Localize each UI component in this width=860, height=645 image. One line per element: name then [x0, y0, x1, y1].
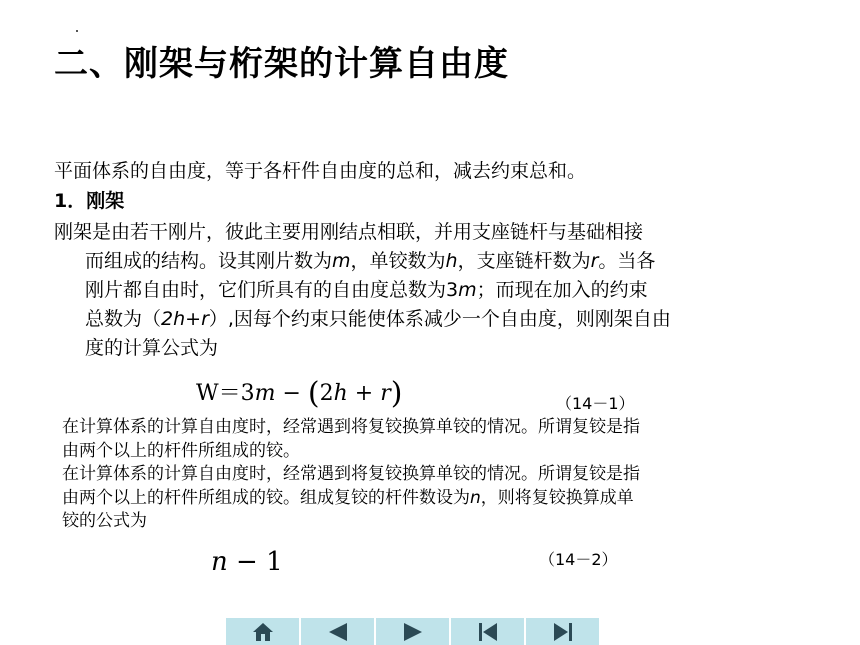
intro-text: 平面体系的自由度，等于各杆件自由度的总和，减去约束总和。	[54, 160, 587, 182]
var-m: m	[332, 250, 351, 272]
para-line: 度的计算公式为	[85, 337, 219, 359]
text: 而组成的结构。设其刚片数为	[85, 250, 333, 272]
para-line: 在计算体系的计算自由度时，经常遇到将复铰换算单铰的情况。所谓复铰是指	[62, 464, 640, 484]
triangle-left-icon	[327, 622, 349, 642]
formula-var-n: n	[211, 547, 228, 577]
section-heading-frame: 1．刚架	[54, 190, 125, 212]
text: 由两个以上的杆件所组成的铰。组成复铰的杆件数设为	[62, 487, 470, 508]
formula-rest: − 1	[227, 547, 283, 577]
formula-14-2	[211, 547, 283, 577]
page-title: 二、刚架与桁架的计算自由度	[54, 44, 509, 84]
text: ；而现在加入的约束	[476, 279, 648, 301]
para-line: 由两个以上的杆件所组成的铰。	[62, 440, 300, 461]
formula-two: 2	[319, 381, 334, 406]
expr-2h-plus-r: 2h+r	[161, 308, 209, 330]
para-line	[54, 276, 814, 305]
formula-lparen: (	[307, 376, 320, 411]
para-line: 在计算体系的计算自由度时，经常遇到将复铰换算单铰的情况。所谓复铰是指	[62, 417, 640, 437]
next-slide-button[interactable]	[376, 618, 451, 645]
first-slide-button[interactable]	[451, 618, 526, 645]
formula-var-h: h	[333, 381, 348, 406]
text: ，支座链杆数为	[457, 250, 591, 272]
skip-first-icon	[477, 622, 499, 642]
para-line: 刚架是由若干刚片，彼此主要用刚结点相联，并用支座链杆与基础相接	[54, 221, 644, 243]
formula-14-1	[196, 376, 402, 411]
text: ，单铰数为	[350, 250, 446, 272]
home-button[interactable]	[226, 618, 301, 645]
para-line	[54, 247, 814, 276]
skip-last-icon	[552, 622, 574, 642]
var-n: n	[470, 487, 481, 508]
para-line	[54, 305, 814, 334]
hinge-paragraph	[62, 416, 822, 534]
text: ）,因每个约束只能使体系减少一个自由度，则刚架自由	[208, 308, 671, 330]
para-line: 铰的公式为	[62, 511, 147, 531]
equation-number-14-1: （14－1）	[556, 394, 635, 413]
last-slide-button[interactable]	[526, 618, 599, 645]
text: ，则将复铰换算成单	[480, 487, 634, 508]
text: 刚片都自由时，它们所具有的自由度总数为3	[85, 279, 459, 301]
formula-rparen: )	[390, 376, 403, 411]
triangle-right-icon	[402, 622, 424, 642]
text: 总数为（	[85, 308, 162, 330]
frame-paragraph	[54, 218, 814, 363]
formula-minus: −	[275, 381, 308, 406]
previous-slide-button[interactable]	[301, 618, 376, 645]
var-m: m	[458, 279, 477, 301]
decor-dot	[76, 30, 78, 32]
para-line	[62, 487, 822, 511]
slide-navigation-bar	[226, 618, 599, 645]
var-h: h	[445, 250, 458, 272]
text: 。当各	[598, 250, 656, 272]
formula-var-r: r	[380, 381, 391, 406]
formula-lhs: W＝3	[196, 381, 255, 406]
home-icon	[252, 622, 274, 642]
formula-var-m: m	[254, 381, 276, 406]
formula-plus: +	[347, 381, 381, 406]
var-r: r	[590, 250, 599, 272]
equation-number-14-2: （14－2）	[539, 550, 618, 569]
